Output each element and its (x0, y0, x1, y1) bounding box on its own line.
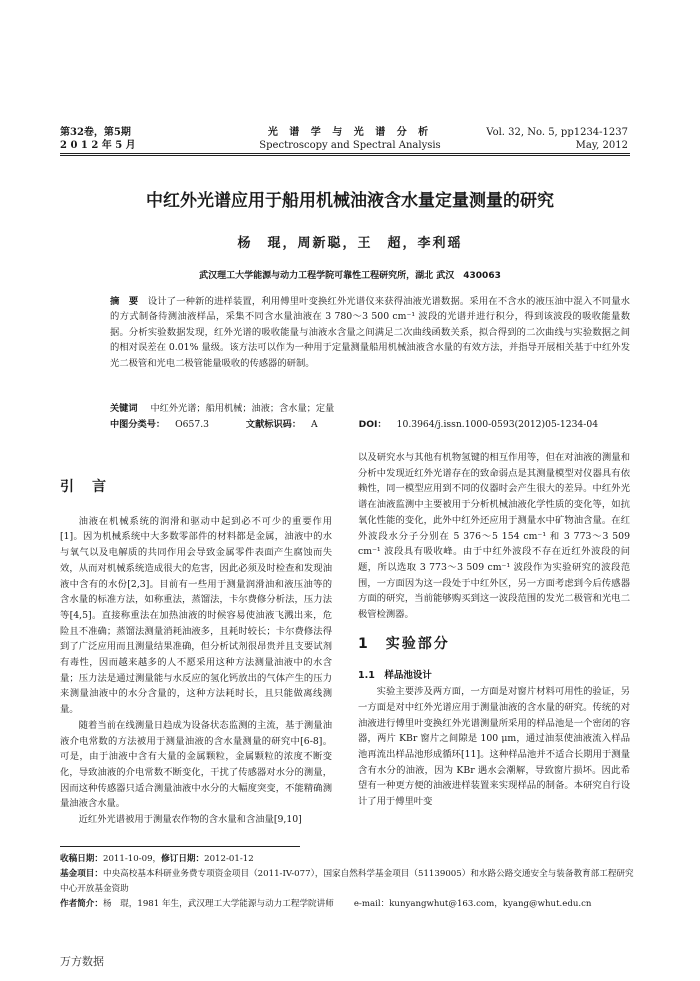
experiment-paragraph: 实验主要涉及两方面，一方面是对窗片材料可用性的验证，另一方面是对中红外光谱应用于测量油液的含水量的研究。传统的对油液进行傅里叶变换红外光谱测量所采用的样品池是一个密闭的容器，两片 KBr 窗片之间隙是 100 μm，通过油泵使油液流入样品池再流出样品池形成循环[11]。这种样品池并不适合长期用于测量含有水分的油液，因为 KBr 遇水会潮解，导致窗片损坏。因此希望有一种更方便的油液进样装置来实现样品的制备。本研究自行设计了用于傅里叶变 (358, 686, 630, 808)
abstract-label: 摘 要 (110, 296, 139, 307)
revised-label: 修订日期： (161, 854, 205, 864)
intro-paragraph-3: 近红外光谱被用于测量农作物的含水量和含油量[9,10] (78, 814, 302, 826)
intro-paragraph-1: 油液在机械系统的润滑和驱动中起到必不可少的重要作用[1]。因为机械系统中大多数零部件的材料都是金属，油液中的水与氧气以及电解质的共同作用会导致金属零件表面产生腐蚀而失效，从而对机械系统造成很大的危害，因此必须及时检查和发现油液中含有的水份[2,3]。目前有一些用于测量润滑油和液压油等的含水量的标准方法，如称重法，蒸馏法，卡尔费修分析法，压力法等[4,5]。直接称重法在加热油液的时候容易使油液飞溅出来，危险且不准确；蒸馏法测量消耗油液多，且耗时较长；卡尔费修法得到了广泛应用而且测量结果准确，但分析试剂很昂贵并且支要试剂有毒性，因而越来越多的人不愿采用这种方法测量油液中的水含量；压力法是通过测量能与水反应的氢化钙放出的气体产生的压力来测量油液中的水分含量的，这种方法耗时长，且只能做离线测量。 (60, 515, 332, 716)
affiliation: 武汉理工大学能源与动力工程学院可靠性工程研究所，湖北 武汉 430063 (199, 271, 501, 281)
received-label: 收稿日期： (60, 854, 103, 864)
subsection-1-1-heading: 1.1 样品池设计 (358, 670, 432, 682)
dates-line (60, 852, 640, 867)
doi-label: DOI： (358, 419, 387, 430)
author-email: e-mail：kunyangwhut@163.com，kyang@whut.edu.cn (353, 899, 592, 909)
database-footer: 万方数据 (60, 955, 104, 968)
right-column (358, 450, 630, 810)
introduction-heading: 引 言 (60, 479, 108, 495)
doc-code-label: 文献标识码： (245, 419, 302, 430)
left-column (60, 450, 332, 828)
publication-date: 2 0 1 2 年 5 月 (60, 140, 136, 151)
header-rule-top (60, 153, 630, 154)
bio-text: 杨 琨，1981 年生，武汉理工大学能源与动力工程学院讲师 (102, 899, 334, 909)
clc-value: O657.3 (175, 419, 209, 430)
intro-paragraph-2: 随着当前在线测量日趋成为设备状态监测的主流，基于测量油液介电常数的方法被用于测量油液的含水量测量的研究中[6-8]。可是，由于油液中含有大量的金属颗粒，金属颗粒的浓度不断变化，导致油液的介电常数不断变化，干扰了传感器对水分的测量，因而这种传感器只适合测量油液中水分的大幅度突变，不能精确测量油液含水量。 (60, 719, 332, 810)
keywords (110, 402, 630, 416)
body-paragraph-continued: 以及研究水与其他有机物氢键的相互作用等，但在对油液的测量和分析中发现近红外光谱存在的致命弱点是其测量模型对仪器具有依赖性，同一模型应用到不同的仪器时会产生很大的差异。中红外光谱在油液监测中主要被用于分析机械油液化学性质的变化等，如抗氧化性能的变化，此外中红外还应用于测量水中矿物油含量。在红外波段水分子分别在 5 376～5 154 cm⁻¹ 和 3 773～3 509 cm⁻¹ 波段具有吸收峰。由于中红外波段不存在近红外波段的问题，所以选取 3 773～3 509 cm⁻¹ 波段作为实验研究的波段范围，一方面因为这一段处于中红外区，另一方面考虑到今后传感器方面的研究，当前能够购买到这一波段范围的发光二极管和光电二极管检测器。 (358, 452, 630, 621)
bio-label: 作者简介： (60, 899, 103, 909)
doi-value: 10.3964/j.issn.1000-0593(2012)05-1234-04 (396, 419, 599, 430)
abstract-text: 设计了一种新的进样装置，利用傅里叶变换红外光谱仪来获得油液光谱数据。采用在不含水的液压油中混入不同量水的方式制备待测油液样品，采集不同含水量油液在 3 780～3 500 cm⁻¹ 波段的光谱并进行积分，得到该波段的吸收能量数据。分析实验数据发现，红外光谱的吸收能量与油液水含量之间满足二次曲线函数关系，拟合得到的二次曲线与实验数据之间的相对误差在 0.01% 量级。该方法可以作为一种用于定量测量船用机械油液含水量的有效方法，并指导开展相关基于中红外发光二极管和光电二极管能量吸收的传感器的研制。 (110, 296, 630, 369)
journal-name (250, 126, 450, 152)
paper-title: 中红外光谱应用于船用机械油液含水量定量测量的研究 (146, 191, 554, 211)
doc-code-value: A (311, 419, 318, 430)
journal-volume-info (60, 126, 136, 152)
footnotes (60, 852, 640, 912)
abstract (110, 294, 630, 371)
volume-issue: 第32卷，第5期 (60, 127, 131, 138)
revised-date: 2012-01-12 (204, 854, 254, 864)
keywords-label: 关键词 (110, 403, 138, 414)
clc-label: 中图分类号： (110, 419, 166, 430)
section-1-heading: 1 实验部分 (358, 635, 450, 652)
journal-citation (486, 126, 628, 152)
footnote-rule (60, 846, 300, 847)
fund-text: 中央高校基本科研业务费专项资金项目（2011-IV-077），国家自然科学基金项目（51139005）和水路公路交通安全与装备教育部工程研究中心开放基金资助 (60, 869, 634, 894)
vol-pages: Vol. 32, No. 5, pp1234-1237 (486, 127, 628, 138)
journal-name-en: Spectroscopy and Spectral Analysis (259, 140, 441, 151)
author-bio-line (60, 897, 640, 912)
received-date: 2011-10-09， (102, 854, 162, 864)
keywords-text: 中红外光谱；船用机械；油液；含水量；定量 (150, 403, 335, 414)
month-year: May, 2012 (575, 140, 628, 151)
fund-line (60, 867, 640, 897)
journal-name-cn: 光 谱 学 与 光 谱 分 析 (267, 127, 433, 138)
fund-label: 基金项目： (60, 869, 103, 879)
classification-line (110, 418, 630, 432)
author-list: 杨 琨，周新聪，王 超，李利瑶 (237, 236, 463, 251)
header-rule-bottom (60, 155, 630, 156)
